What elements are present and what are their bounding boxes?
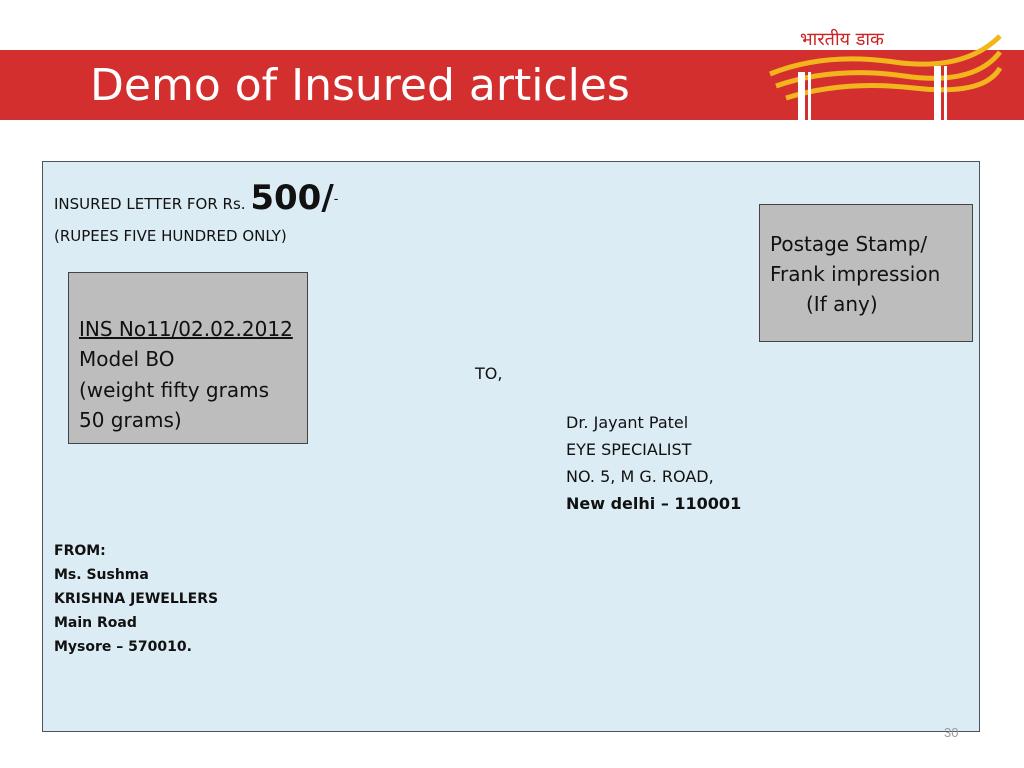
logo-text: भारतीय डाक	[800, 29, 884, 50]
ins-weight-grams: 50 grams)	[79, 408, 182, 432]
stamp-line-1: Postage Stamp/	[770, 232, 928, 256]
to-title: EYE SPECIALIST	[566, 440, 692, 459]
from-street: Main Road	[54, 615, 137, 631]
from-city: Mysore – 570010.	[54, 639, 192, 655]
insured-amount: 500/	[250, 178, 334, 218]
ins-model: Model BO	[79, 347, 175, 371]
to-label: TO,	[475, 364, 503, 383]
ins-number: INS No11/02.02.2012	[79, 317, 293, 341]
insured-header	[54, 178, 338, 218]
stamp-line-2: Frank impression	[770, 262, 941, 286]
insured-amount-suffix: -	[333, 192, 339, 207]
insured-header-prefix: INSURED LETTER FOR Rs.	[54, 195, 246, 213]
slide-title: Demo of Insured articles	[90, 60, 630, 111]
page-number: 30	[944, 725, 959, 740]
to-name: Dr. Jayant Patel	[566, 413, 689, 432]
from-company: KRISHNA JEWELLERS	[54, 591, 219, 607]
to-street: NO. 5, M G. ROAD,	[566, 467, 714, 486]
amount-in-words: (RUPEES FIVE HUNDRED ONLY)	[54, 227, 287, 245]
from-name: Ms. Sushma	[54, 567, 149, 583]
stamp-line-3: (If any)	[806, 292, 878, 316]
to-city: New delhi – 110001	[566, 494, 742, 513]
from-label: FROM:	[54, 543, 106, 559]
ins-weight-words: (weight fifty grams	[79, 378, 269, 402]
